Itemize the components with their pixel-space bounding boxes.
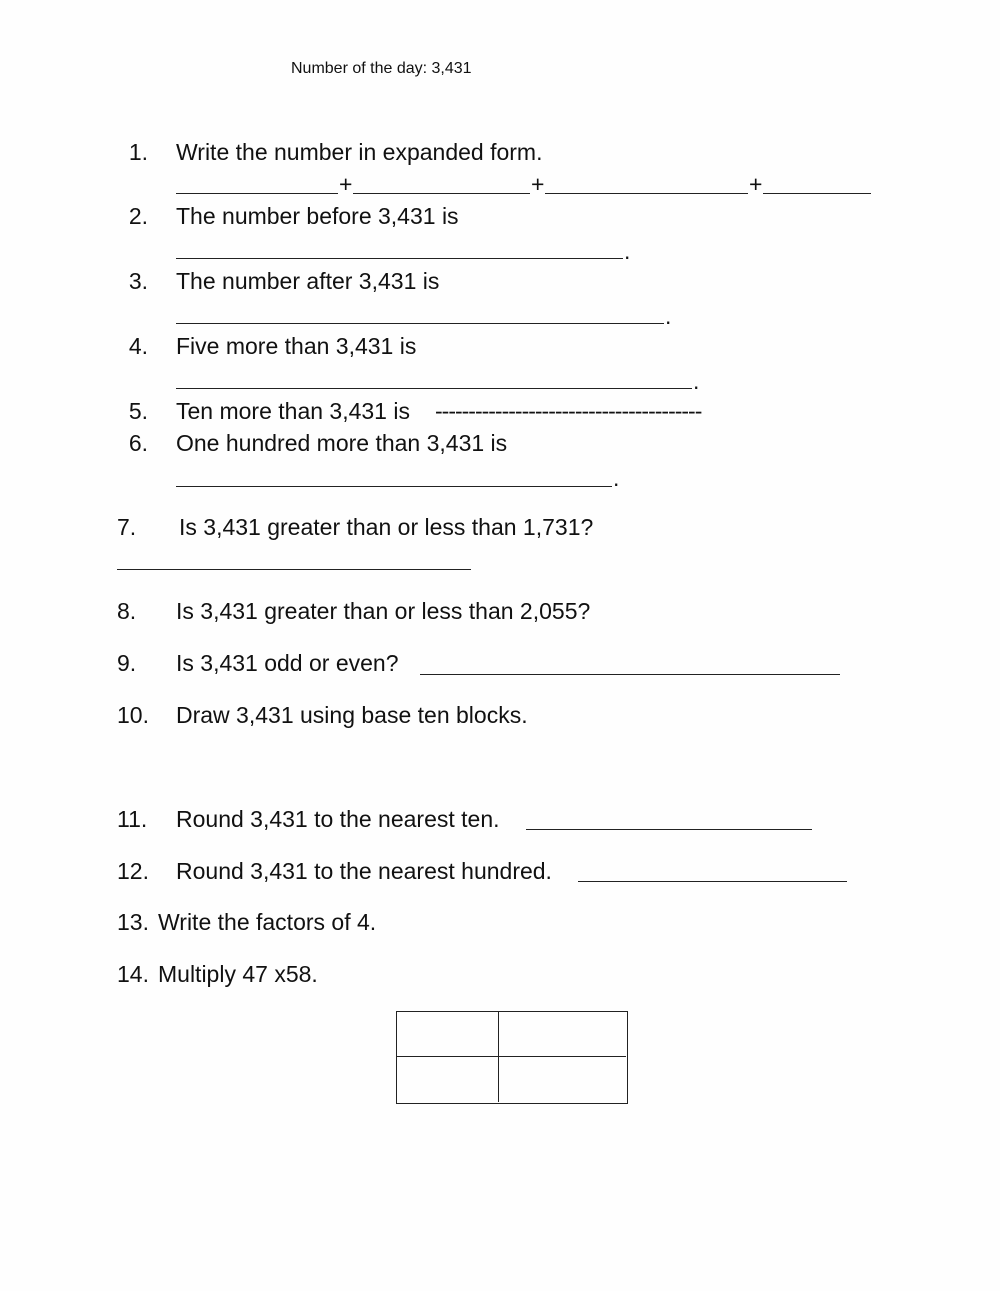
- question-text: Multiply 47 x58.: [158, 961, 318, 987]
- question-text: Five more than 3,431 is: [176, 333, 417, 359]
- grid-cell-top-left[interactable]: [397, 1012, 499, 1057]
- question-number: 3.: [128, 268, 148, 294]
- answer-blank-1a[interactable]: [176, 193, 338, 194]
- answer-blank-1b[interactable]: [353, 193, 530, 194]
- question-text: Is 3,431 greater than or less than 1,731?: [179, 514, 594, 540]
- plus-sign: +: [339, 171, 353, 197]
- answer-blank-4[interactable]: [176, 388, 692, 389]
- question-text: The number after 3,431 is: [176, 268, 440, 294]
- question-number: 2.: [128, 203, 148, 229]
- area-model-grid: [396, 1011, 628, 1104]
- question-text: Ten more than 3,431 is: [176, 398, 410, 424]
- answer-blank-9[interactable]: [420, 674, 840, 675]
- question-number: 5.: [128, 398, 148, 424]
- answer-blank-11[interactable]: [526, 829, 812, 830]
- answer-blank-1c[interactable]: [545, 193, 748, 194]
- question-text: Is 3,431 greater than or less than 2,055?: [176, 598, 591, 624]
- question-number: 6.: [128, 430, 148, 456]
- answer-blank-1d[interactable]: [763, 193, 871, 194]
- question-number: 1.: [128, 139, 148, 165]
- question-text: One hundred more than 3,431 is: [176, 430, 508, 456]
- period: .: [624, 238, 631, 264]
- grid-cell-top-right[interactable]: [499, 1012, 626, 1057]
- question-text: Round 3,431 to the nearest ten.: [176, 806, 500, 832]
- answer-blank-3[interactable]: [176, 323, 664, 324]
- answer-dashes-5[interactable]: ----------------------------------------: [435, 398, 702, 424]
- plus-sign: +: [531, 171, 545, 197]
- question-number: 9.: [117, 650, 137, 676]
- answer-blank-6[interactable]: [176, 486, 612, 487]
- question-text: Write the factors of 4.: [158, 909, 377, 935]
- question-number: 4.: [128, 333, 148, 359]
- period: .: [613, 465, 620, 491]
- period: .: [693, 368, 700, 394]
- question-number: 8.: [117, 598, 137, 624]
- question-text: Write the number in expanded form.: [176, 139, 543, 165]
- page-title: Number of the day: 3,431: [291, 60, 472, 77]
- plus-sign: +: [749, 171, 763, 197]
- question-text: Is 3,431 odd or even?: [176, 650, 399, 676]
- question-number: 13.: [117, 909, 149, 935]
- question-number: 10.: [117, 702, 149, 728]
- question-text: The number before 3,431 is: [176, 203, 459, 229]
- question-number: 14.: [117, 961, 149, 987]
- answer-blank-2[interactable]: [176, 258, 623, 259]
- question-number: 11.: [117, 806, 148, 832]
- question-number: 7.: [117, 514, 137, 540]
- question-number: 12.: [117, 858, 149, 884]
- grid-cell-bottom-right[interactable]: [499, 1057, 626, 1102]
- grid-cell-bottom-left[interactable]: [397, 1057, 499, 1102]
- answer-blank-7[interactable]: [117, 569, 471, 570]
- question-text: Draw 3,431 using base ten blocks.: [176, 702, 528, 728]
- period: .: [665, 303, 672, 329]
- answer-blank-12[interactable]: [578, 881, 847, 882]
- question-text: Round 3,431 to the nearest hundred.: [176, 858, 552, 884]
